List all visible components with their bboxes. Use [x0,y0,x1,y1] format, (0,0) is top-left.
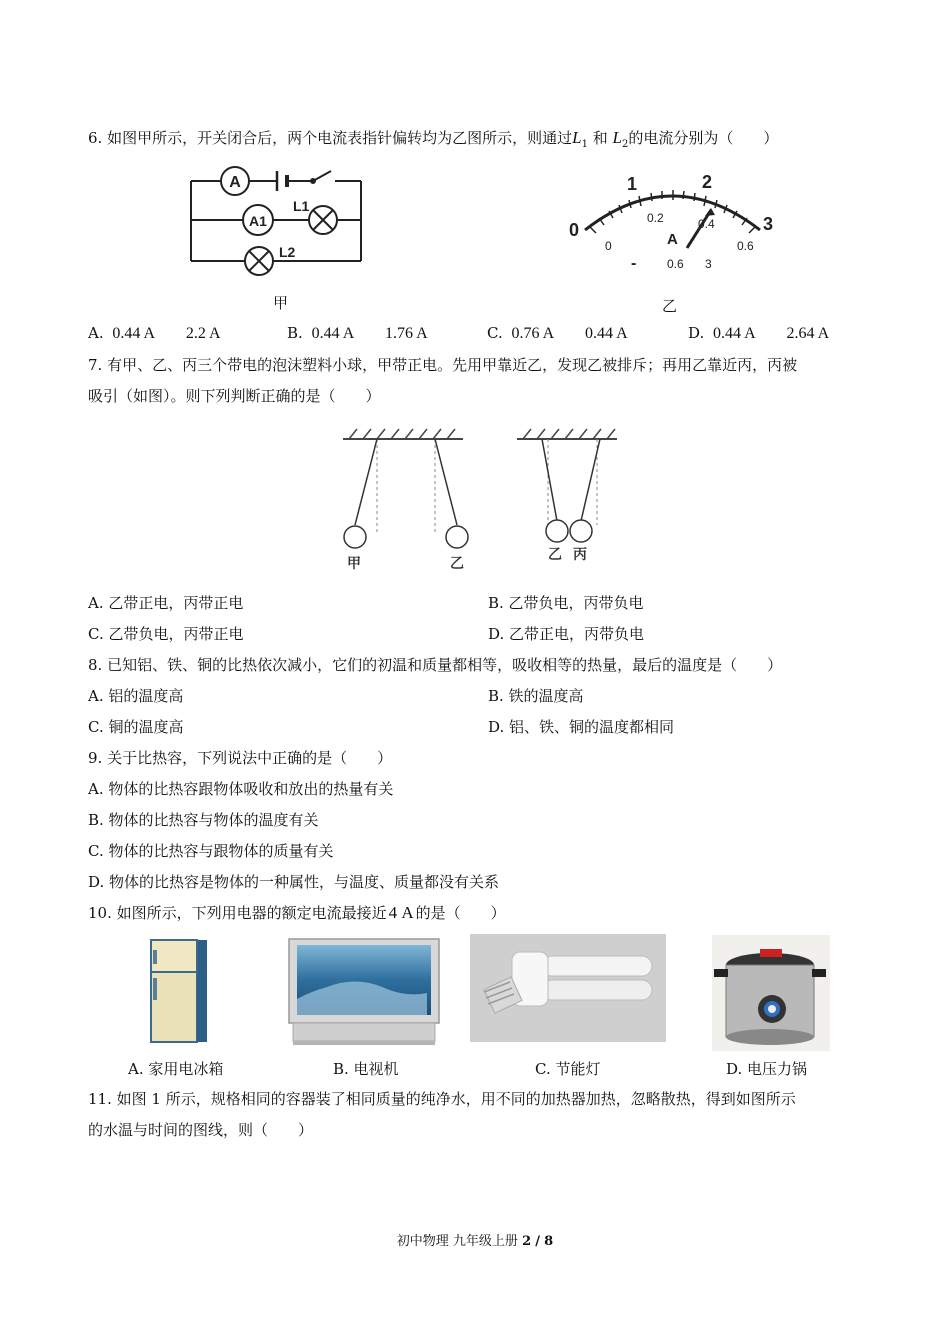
fridge-picture [145,936,210,1046]
ammeter-a1-label: A1 [249,213,267,229]
q6-text-before: 6. 如图甲所示，开关闭合后，两个电流表指针偏转均为乙图所示，则通过 [88,129,573,147]
q8-option-b[interactable]: B. 铁的温度高 [488,687,584,705]
q6-text-after: 的电流分别为（ ） [628,129,779,147]
q10-caption-a[interactable]: A. 家用电冰箱 [128,1060,224,1078]
q10-stem [88,903,506,923]
terminal-3: 3 [705,257,712,271]
charged-balls-figure [335,425,620,575]
q6-option-b[interactable] [287,323,428,344]
q10-caption-b[interactable]: B. 电视机 [333,1060,399,1078]
footer-separator: / [535,1234,541,1249]
q9-option-b[interactable]: B. 物体的比热容与物体的温度有关 [88,811,319,829]
q6-l1-sub: 1 [581,139,588,150]
q9-stem: 9. 关于比热容，下列说法中正确的是（ ） [88,749,393,767]
ball-yi-right [546,520,568,542]
dial-small-2: 0.4 [698,217,715,231]
q8-option-c[interactable]: C. 铜的温度高 [88,718,184,736]
q7-option-a[interactable]: A. 乙带正电，丙带正电 [88,594,244,612]
ball-label-jia: 甲 [347,556,361,572]
q10-caption-c[interactable]: C. 节能灯 [535,1060,601,1078]
q6-option-b-v2: 1.76 A [385,325,428,342]
q8-stem: 8. 已知铝、铁、铜的比热依次减小，它们的初温和质量都相等，吸收相等的热量，最后的温度是（ ） [88,656,783,674]
dial-big-0: 0 [569,220,580,240]
energy-saving-lamp-picture [470,934,666,1042]
ammeter-a-label: A [229,174,241,191]
dial-small-0: 0 [605,239,612,253]
lamp-l2-label: L2 [279,244,296,260]
dial-big-3: 3 [763,214,774,234]
q6-option-c-v1: 0.76 A [511,325,555,342]
q7-option-c[interactable]: C. 乙带负电，丙带正电 [88,625,244,643]
q11-stem-line1: 11. 如图 1 所示，规格相同的容器装了相同质量的纯净水，用不同的加热器加热，忽略散热，得到如图所示 [88,1090,796,1108]
dial-unit: A [667,231,678,248]
fig-caption-jia: 甲 [273,294,289,312]
dial-small-3: 0.6 [737,239,754,253]
ball-yi-left [446,526,468,548]
fig-caption-yi: 乙 [662,297,678,315]
q11-stem-line2: 的水温与时间的图线，则（ ） [88,1121,314,1139]
terminal-0-6: 0.6 [667,257,684,271]
footer-page-total: 8 [544,1234,554,1249]
ball-label-yi: 乙 [450,556,464,572]
q6-l1: L [572,128,582,147]
q7-stem-line1: 7. 有甲、乙、丙三个带电的泡沫塑料小球，甲带正电。先用甲靠近乙，发现乙被排斥；再用乙靠近丙，丙被 [88,356,798,374]
page-footer [0,1230,950,1249]
q9-option-c[interactable]: C. 物体的比热容与跟物体的质量有关 [88,842,334,860]
q8-option-d[interactable]: D. 铝、铁、铜的温度都相同 [488,718,675,736]
q6-option-d-v1: 0.44 A [713,325,756,342]
q10-caption-d[interactable]: D. 电压力锅 [726,1060,808,1078]
q6-option-c-v2: 0.44 A [584,325,628,342]
dial-big-1: 1 [627,174,638,194]
dial-small-1: 0.2 [647,211,664,225]
ball-label-bing: 丙 [573,547,587,563]
q6-option-d[interactable] [688,323,829,344]
lamp-l1-label: L1 [293,198,310,214]
q6-option-d-label: D. [688,324,705,342]
q6-option-a-v1: 0.44 A [112,325,156,342]
q6-stem [88,128,778,155]
q6-option-d-v2: 2.64 A [786,325,830,342]
circuit-diagram [185,165,370,275]
terminal-minus: - [631,255,637,272]
ball-jia [344,526,366,548]
q6-and: 和 [592,129,608,147]
q9-option-a[interactable]: A. 物体的比热容跟物体吸收和放出的热量有关 [88,780,394,798]
q6-option-a-label: A. [88,324,104,342]
q6-option-b-label: B. [287,324,303,342]
q8-option-a[interactable]: A. 铝的温度高 [88,687,184,705]
q6-option-c-label: C. [487,324,503,342]
q6-option-a[interactable] [88,323,221,344]
pressure-cooker-picture [712,935,830,1051]
ball-bing [570,520,592,542]
tv-picture [287,937,442,1047]
ball-label-yi-2: 乙 [548,547,562,563]
q9-option-d[interactable]: D. 物体的比热容是物体的一种属性，与温度、质量都没有关系 [88,873,500,891]
q6-option-b-v1: 0.44 A [311,325,355,342]
q10-text-after: 的是（ ） [415,904,506,922]
q7-option-b[interactable]: B. 乙带负电，丙带负电 [488,594,644,612]
q7-stem-line2: 吸引（如图）。则下列判断正确的是（ ） [88,387,381,405]
q7-option-d[interactable]: D. 乙带正电，丙带负电 [488,625,645,643]
ammeter-dial [565,168,780,278]
footer-page-number: 2 [522,1234,532,1249]
q10-text-before: 10. 如图所示，下列用电器的额定电流最接近 [88,904,387,922]
dial-big-2: 2 [702,172,713,192]
footer-subject: 初中物理 九年级上册 [396,1234,518,1249]
q6-option-a-v2: 2.2 A [185,325,221,342]
q10-value: 4 A [388,903,414,922]
q6-l2-sub: 2 [621,139,629,150]
q6-l2: L [612,128,622,147]
q6-option-c[interactable] [487,323,628,344]
